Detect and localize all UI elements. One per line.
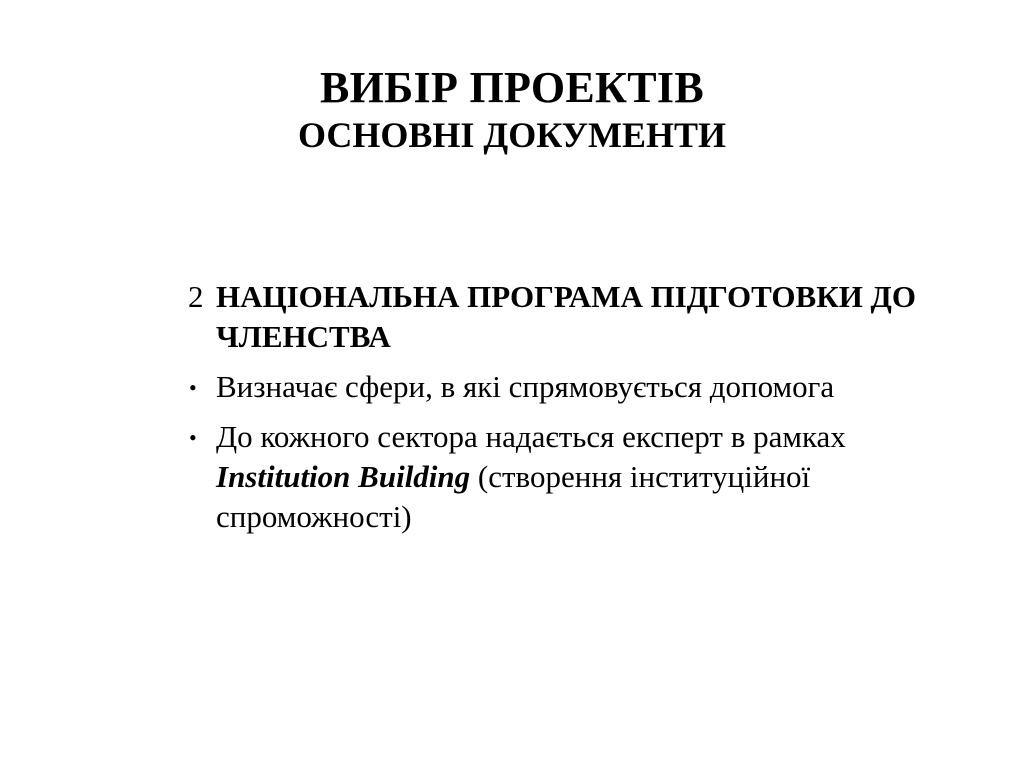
bullet-icon: • — [189, 375, 197, 400]
slide-subtitle: ОСНОВНІ ДОКУМЕНТИ — [297, 115, 727, 155]
numbered-item — [186, 277, 946, 357]
bullet-icon: • — [189, 425, 197, 450]
bullet-text-continued: (створення інституційної спроможності) — [216, 459, 811, 534]
body-content — [186, 277, 946, 547]
slide-title: ВИБІР ПРОЕКТІВ — [319, 63, 704, 112]
title-block — [0, 62, 1024, 156]
bullet-text: Визначає сфери, в які спрямовується допомога — [216, 369, 835, 404]
bullet-text: До кожного сектора надається експерт в рамках — [216, 419, 846, 454]
bullet-item — [186, 417, 946, 537]
bullet-emphasis: Institution Building — [216, 459, 471, 494]
bullet-item — [186, 367, 946, 407]
item-number: 2 — [188, 279, 204, 314]
item-heading: НАЦІОНАЛЬНА ПРОГРАМА ПІДГОТОВКИ ДО ЧЛЕНСТВА — [216, 279, 916, 354]
